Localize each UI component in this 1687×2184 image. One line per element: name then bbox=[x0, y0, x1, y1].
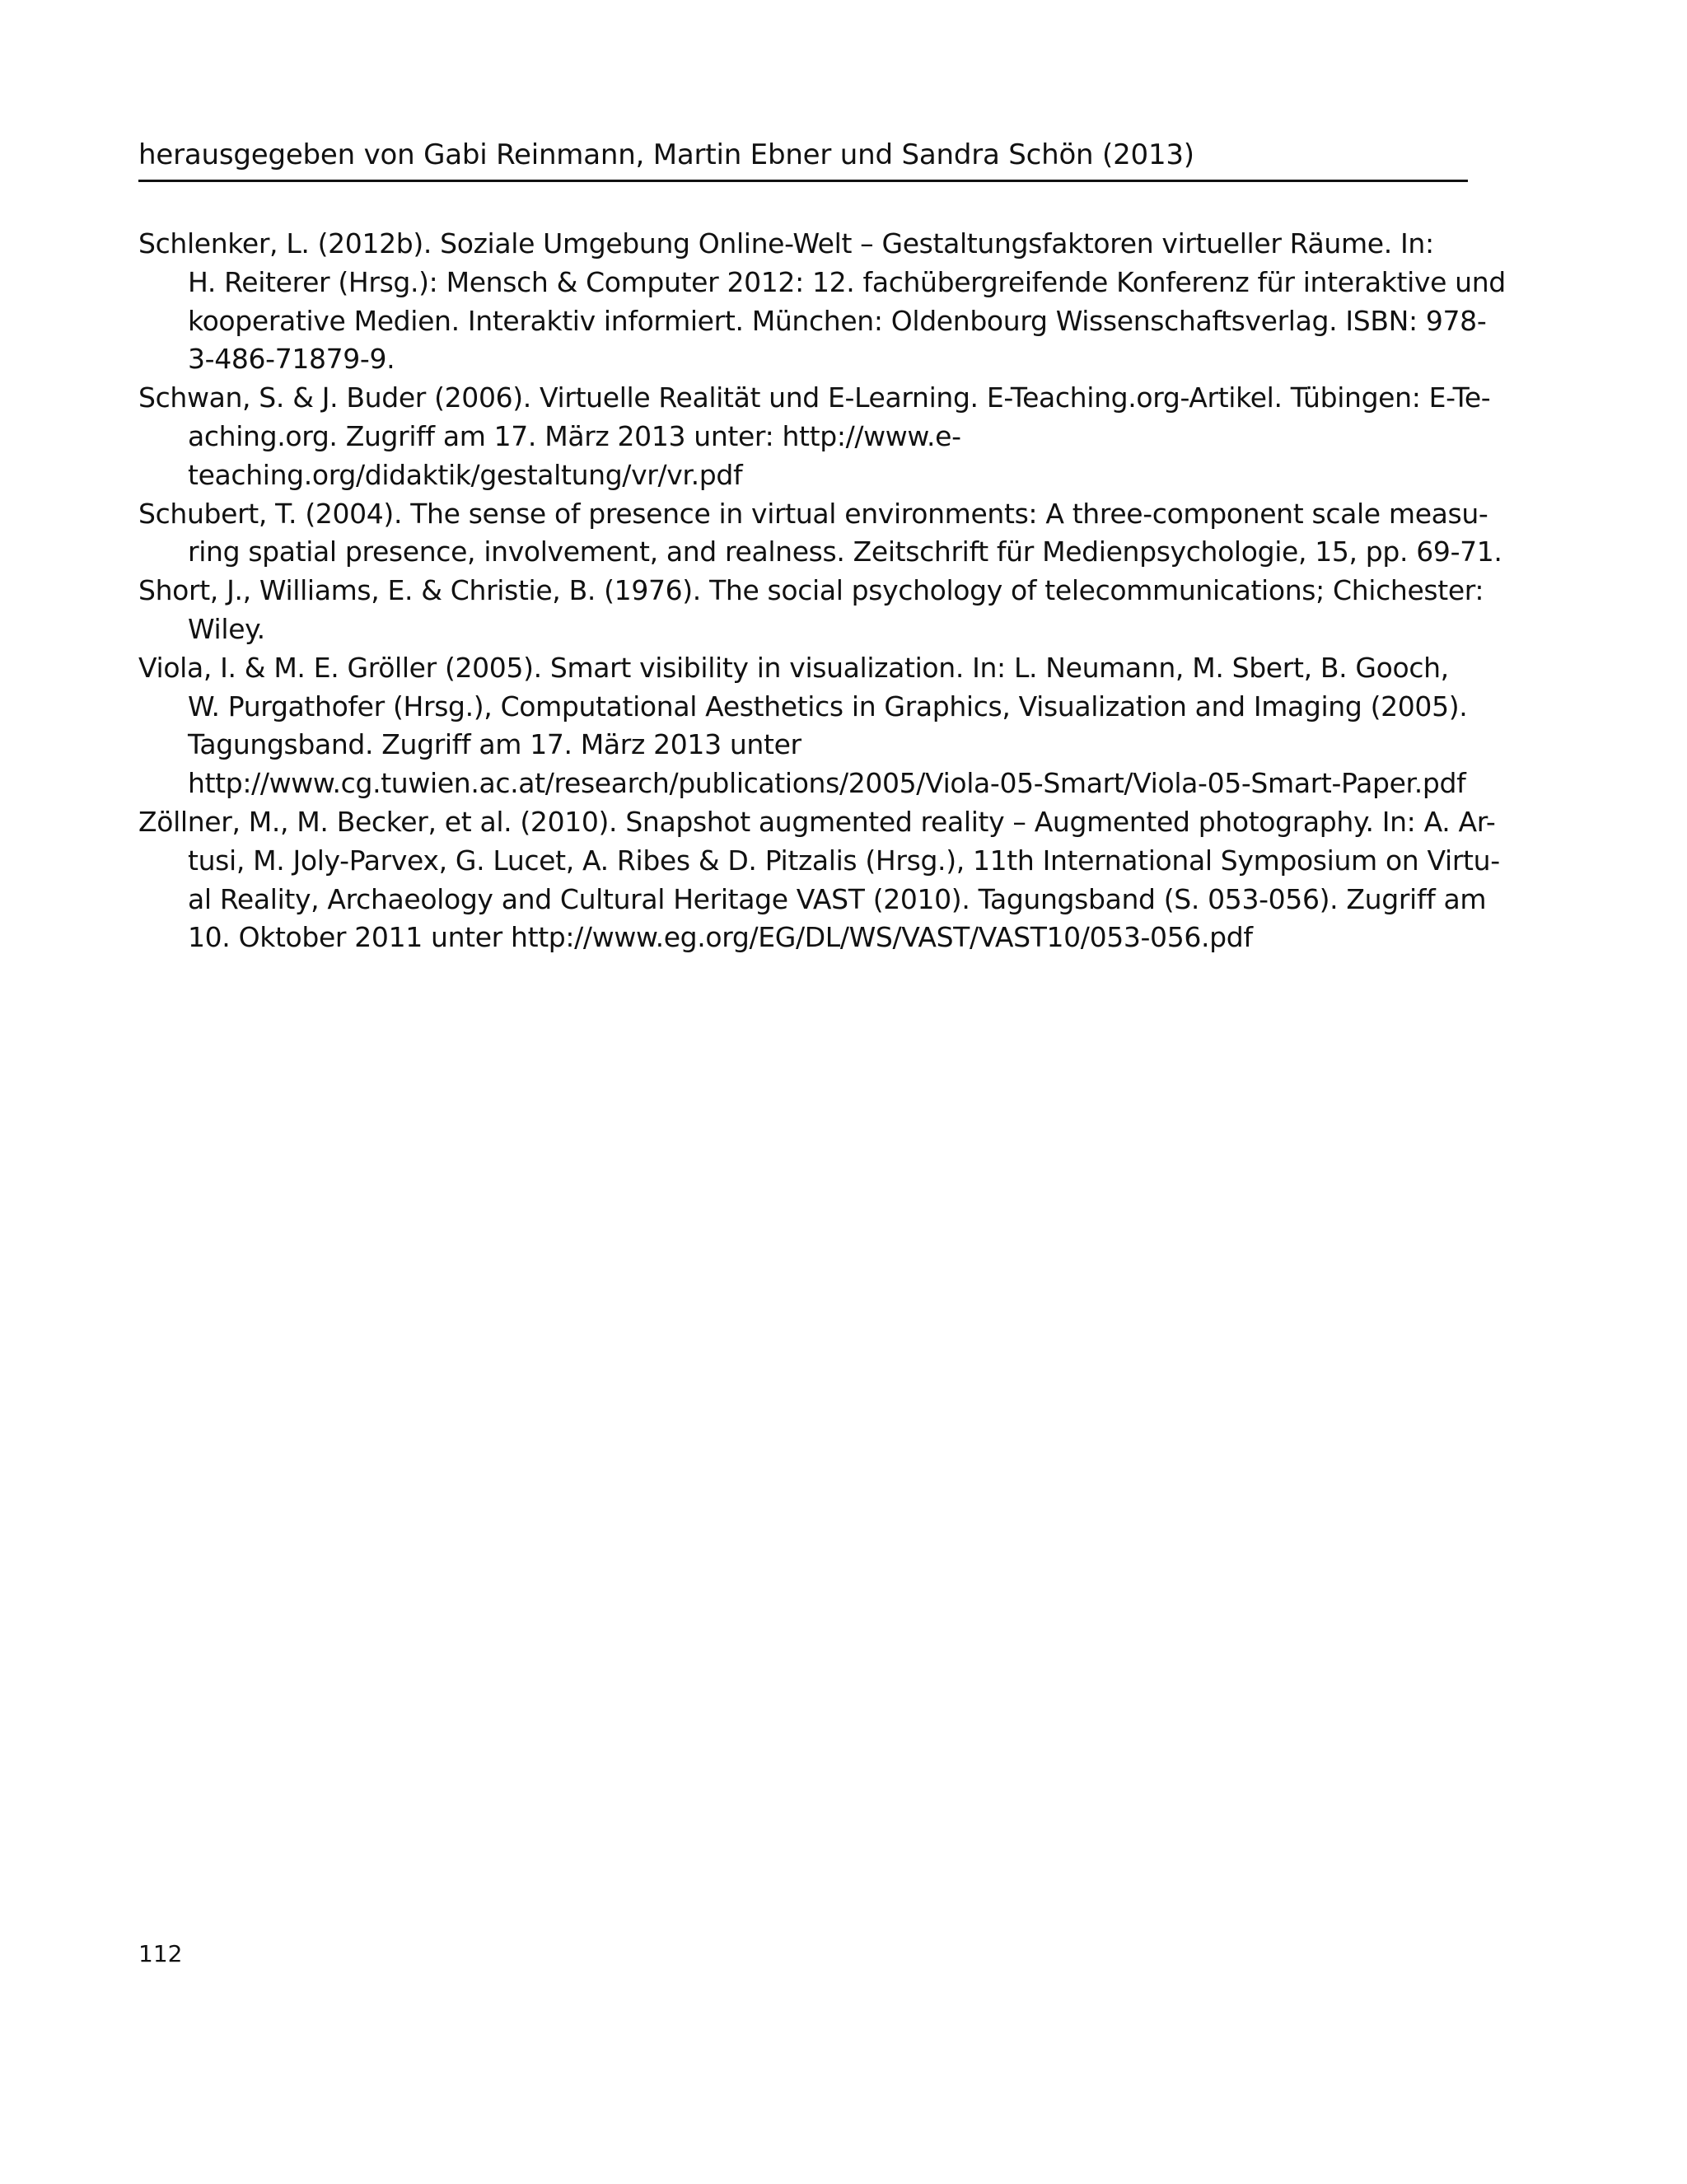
reference-continuation-line: H. Reiterer (Hrsg.): Mensch & Computer 2012: 12. fachübergreifende Konferenz für interaktive und bbox=[188, 265, 1506, 298]
reference-first-line: Schlenker, L. (2012b). Soziale Umgebung Online-Welt – Gestaltungsfaktoren virtueller Räume. In: bbox=[138, 227, 1434, 260]
reference-first-line: Short, J., Williams, E. & Christie, B. (1976). The social psychology of telecommunications; Chichester: bbox=[138, 574, 1484, 607]
reference-first-line: Schubert, T. (2004). The sense of presence in virtual environments: A three-component scale measu- bbox=[138, 497, 1488, 530]
reference-entry bbox=[138, 649, 1473, 803]
reference-continuation-line: W. Purgathofer (Hrsg.), Computational Aesthetics in Graphics, Visualization and Imaging (2005). bbox=[188, 690, 1468, 723]
running-header: herausgegeben von Gabi Reinmann, Martin Ebner und Sandra Schön (2013) bbox=[138, 137, 1468, 182]
reference-entry bbox=[138, 572, 1484, 649]
page-number: 112 bbox=[138, 1940, 183, 1967]
reference-continuation-line: tusi, M. Joly-Parvex, G. Lucet, A. Ribes & D. Pitzalis (Hrsg.), 11th International Symposium on Virtu- bbox=[188, 844, 1500, 877]
reference-entry bbox=[138, 803, 1500, 957]
reference-first-line: Viola, I. & M. E. Gröller (2005). Smart visibility in visualization. In: L. Neumann, M. Sbert, B. Gooch, bbox=[138, 651, 1449, 684]
reference-entry bbox=[138, 379, 1491, 494]
reference-continuation-line: ring spatial presence, involvement, and realness. Zeitschrift für Medienpsychologie, 15, pp. 69-71. bbox=[188, 535, 1502, 568]
reference-continuation-line: Tagungsband. Zugriff am 17. März 2013 unter bbox=[188, 728, 801, 761]
reference-first-line: Zöllner, M., M. Becker, et al. (2010). Snapshot augmented reality – Augmented photography. In: A. Ar- bbox=[138, 805, 1496, 838]
reference-continuation-line: http://www.cg.tuwien.ac.at/research/publications/2005/Viola-05-Smart/Viola-05-Smart-Paper.pdf bbox=[188, 767, 1466, 800]
reference-continuation-line: 3-486-71879-9. bbox=[188, 343, 395, 376]
reference-entry bbox=[138, 225, 1506, 379]
reference-continuation-line: 10. Oktober 2011 unter http://www.eg.org/EG/DL/WS/VAST/VAST10/053-056.pdf bbox=[188, 921, 1253, 954]
reference-list bbox=[138, 225, 1506, 957]
reference-continuation-line: al Reality, Archaeology and Cultural Heritage VAST (2010). Tagungsband (S. 053-056). Zugriff am bbox=[188, 882, 1487, 915]
reference-continuation-line: Wiley. bbox=[188, 612, 265, 645]
reference-first-line: Schwan, S. & J. Buder (2006). Virtuelle Realität und E-Learning. E-Teaching.org-Artikel. Tübingen: E-Te- bbox=[138, 381, 1491, 414]
reference-entry bbox=[138, 495, 1502, 573]
reference-continuation-line: kooperative Medien. Interaktiv informiert. München: Oldenbourg Wissenschaftsverlag. ISBN: 978- bbox=[188, 304, 1487, 337]
reference-continuation-line: teaching.org/didaktik/gestaltung/vr/vr.pdf bbox=[188, 458, 743, 491]
reference-continuation-line: aching.org. Zugriff am 17. März 2013 unter: http://www.e- bbox=[188, 419, 961, 452]
